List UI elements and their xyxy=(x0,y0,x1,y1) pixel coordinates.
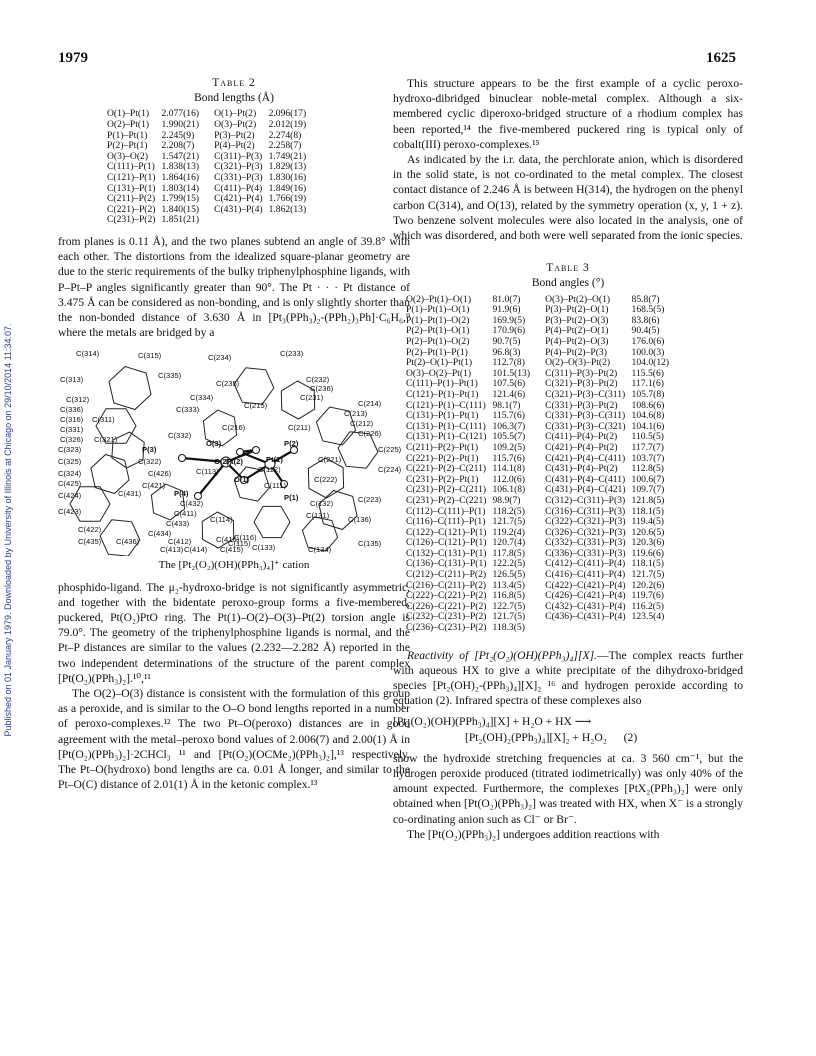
figure-caption: The [Pt₂(O₂)(OH)(PPh₃)₄]⁺ cation xyxy=(158,559,310,572)
table3-bond-cell: C(131)–P(1)–C(121) xyxy=(406,431,487,443)
table3-bond-cell: C(431)–P(4)–C(421) xyxy=(545,484,626,496)
table3-value-cell: 101.5(13) xyxy=(492,367,531,379)
table2-bond-cell: O(3)–O(2) xyxy=(107,150,149,162)
table3-bond-cell: C(231)–P(2)–Pt(1) xyxy=(406,473,479,485)
table3-value-cell: 121.7(5) xyxy=(492,516,526,528)
equation-products: [Pt₂(OH)₂(PPh₃)₄][X]₂ + H₂O₂ xyxy=(465,730,607,744)
table3-value-cell: 106.1(8) xyxy=(492,484,526,496)
atom-label-pt2: Pt(2) xyxy=(226,457,243,467)
atom-label-c413: C(413) xyxy=(160,545,184,555)
table2-value-cell: 1.849(16) xyxy=(268,182,307,194)
table3-bond-cell: O(2)–Pt(1)–O(1) xyxy=(406,293,472,305)
table2 xyxy=(104,109,309,226)
table3-value-cell: 119.4(5) xyxy=(631,516,664,528)
atom-label-c411: C(411) xyxy=(174,509,197,519)
atom-label-c331: C(331) xyxy=(60,425,84,435)
table2-value-cell: 1.803(14) xyxy=(161,182,200,194)
table3-value-cell: 168.5(5) xyxy=(631,304,665,316)
table2-bond-cell: C(131)–P(1) xyxy=(107,182,156,194)
atom-label-c225: C(225) xyxy=(378,445,402,455)
table3-value-cell: 117.1(6) xyxy=(631,378,664,390)
table3-value-cell: 104.6(8) xyxy=(631,410,665,422)
atom-label-c415: C(415) xyxy=(220,545,244,555)
table3-bond-cell: C(311)–P(3)–Pt(2) xyxy=(545,367,618,379)
table3-value-cell: 103.7(7) xyxy=(631,452,665,464)
table3-bond-cell: P(3)–Pt(2)–O(1) xyxy=(545,304,609,316)
reactivity-text: —The complex reacts further with aqueous HX to give a white precipitate of the dihydroxo-bridged species [Pt₂(OH)₂-(PPh₃)₄][X]₂ ¹⁶ and hydrogen peroxide according to equation (2). Infrared spectra of these complexes also xyxy=(393,648,744,708)
download-stamp xyxy=(2,160,14,900)
table3-bond-cell: C(322)–C(321)–P(3) xyxy=(545,516,626,528)
atom-label-c321: C(321) xyxy=(94,435,118,445)
table3-bond-cell: C(422)–C(421)–P(4) xyxy=(545,579,626,591)
table3-value-cell: 98.1(7) xyxy=(492,399,521,411)
table2-bond-cell: C(311)–P(3) xyxy=(214,150,263,162)
atom-label-o2: O(2) xyxy=(214,457,230,467)
atom-label-c436: C(436) xyxy=(116,537,140,547)
table3-bond-cell: C(436)–C(431)–P(4) xyxy=(545,611,626,623)
atom-label-c311: C(311) xyxy=(92,415,115,425)
table3-value-cell: 118.1(5) xyxy=(631,558,664,570)
table2-value-cell: 1.766(19) xyxy=(268,193,307,205)
table2-value-cell: 1.864(16) xyxy=(161,171,200,183)
table3-value-cell: 83.8(6) xyxy=(631,314,660,326)
table3-bond-cell: C(121)–P(1)–Pt(1) xyxy=(406,388,479,400)
table3-bond-cell: C(416)–C(411)–P(4) xyxy=(545,569,626,581)
table3-value-cell: 105.7(8) xyxy=(631,388,665,400)
atom-p3 xyxy=(179,455,186,462)
atom-label-c116: C(116) xyxy=(234,533,257,543)
atom-label-c424: C(424) xyxy=(58,491,82,501)
atom-label-c136: C(136) xyxy=(348,515,372,525)
table3-value-cell: 121.8(5) xyxy=(631,494,665,506)
table3-value-cell: 117.7(7) xyxy=(631,441,664,453)
atom-o3 xyxy=(253,447,260,454)
table3-value-cell: 116.2(5) xyxy=(631,600,664,612)
atom-label-c135: C(135) xyxy=(358,539,382,549)
table3-value-cell: 109.2(5) xyxy=(492,441,526,453)
atom-label-c333: C(333) xyxy=(176,405,200,415)
table2-bond-cell: C(321)–P(3) xyxy=(214,161,263,173)
table3-bond-cell: P(1)–Pt(1)–O(2) xyxy=(406,314,470,326)
table3-value-cell: 110.5(5) xyxy=(631,431,664,443)
table3-row xyxy=(403,443,672,454)
table2-value-cell: 1.838(13) xyxy=(161,161,200,173)
atom-label-c223: C(223) xyxy=(358,495,382,505)
table3-value-cell: 119.6(6) xyxy=(631,547,664,559)
table2-bond-cell xyxy=(211,215,266,226)
table3-bond-cell: C(231)–P(2)–C(221) xyxy=(406,494,487,506)
atom-label-c332: C(332) xyxy=(168,431,192,441)
table3-value-cell: 91.9(6) xyxy=(492,304,521,316)
table3-bond-cell: C(312)–C(311)–P(3) xyxy=(545,494,626,506)
table3-value-cell: 117.8(5) xyxy=(492,547,525,559)
table3-bond-cell: C(412)–C(411)–P(4) xyxy=(545,558,626,570)
reactivity-paragraph xyxy=(393,648,743,709)
atom-label-o3: O(3) xyxy=(206,439,222,449)
table2-row xyxy=(104,215,309,226)
equation-line-1: [Pt₂(O₂)(OH)(PPh₃)₄][X] + H₂O + HX ⟶ xyxy=(393,715,592,729)
atom-label-c216: C(216) xyxy=(222,423,246,433)
table2-bond-cell: C(431)–P(4) xyxy=(214,203,263,215)
atom-label-p4: P(4) xyxy=(174,489,189,499)
table3-bond-cell: C(231)–P(2)–C(211) xyxy=(406,484,487,496)
table3-bond-cell: C(126)–C(121)–P(1) xyxy=(406,537,487,549)
table3-value-cell: 96.8(3) xyxy=(492,346,521,358)
table3-bond-cell: O(3)–Pt(2)–O(1) xyxy=(545,293,611,305)
table3-value-cell: 113.4(5) xyxy=(492,579,525,591)
table3-caption: Table 3 xyxy=(546,262,590,275)
table3-bond-cell: C(321)–P(3)–Pt(2) xyxy=(545,378,618,390)
table3-row xyxy=(403,496,672,507)
table3-bond-cell: C(421)–P(4)–Pt(2) xyxy=(545,441,618,453)
atom-label-c312: C(312) xyxy=(66,395,90,405)
table3-value-cell: 170.9(6) xyxy=(492,325,526,337)
atom-label-c214: C(214) xyxy=(358,399,382,409)
atom-label-c322: C(322) xyxy=(138,457,162,467)
table3-bond-cell: C(326)–C(321)–P(3) xyxy=(545,526,626,538)
table2-value-cell: 1.851(21) xyxy=(161,214,200,226)
ring-133 xyxy=(254,507,290,538)
table2-bond-cell: P(4)–Pt(2) xyxy=(214,140,255,152)
atom-label-c423: C(423) xyxy=(58,507,82,517)
atom-label-c425: C(425) xyxy=(58,479,82,489)
table2-value-cell: 1.799(15) xyxy=(161,193,200,205)
table2-bond-cell: C(421)–P(4) xyxy=(214,193,263,205)
atom-label-p1: P(1) xyxy=(284,493,299,503)
atom-label-c315: C(315) xyxy=(138,351,162,361)
table3-bond-cell: C(332)–C(331)–P(3) xyxy=(545,537,626,549)
table2-bond-cell: P(1)–Pt(1) xyxy=(107,129,148,141)
table3-value-cell: 107.5(6) xyxy=(492,378,526,390)
ring-234 xyxy=(234,368,274,404)
table3-bond-cell: P(1)–Pt(1)–O(1) xyxy=(406,304,470,316)
table3-bond-cell: P(4)–Pt(2)–O(1) xyxy=(545,325,609,337)
atom-label-c412: C(412) xyxy=(168,537,192,547)
atom-label-c433: C(433) xyxy=(166,519,190,529)
atom-label-c313: C(313) xyxy=(60,375,84,385)
atom-label-c324: C(324) xyxy=(58,469,82,479)
table3-bond-cell: C(421)–P(4)–C(411) xyxy=(545,452,626,464)
table3-value-cell: 119.7(6) xyxy=(631,590,664,602)
table3-bond-cell: C(232)–C(231)–P(2) xyxy=(406,611,487,623)
atom-label-p2: P(2) xyxy=(284,439,299,449)
table3-bond-cell: C(226)–C(221)–P(2) xyxy=(406,600,487,612)
table3-row xyxy=(403,390,672,401)
table2-value-cell xyxy=(266,215,310,226)
table3-bond-cell: C(431)–P(4)–Pt(2) xyxy=(545,463,618,475)
atom-label-c335: C(335) xyxy=(158,371,182,381)
atom-label-c422: C(422) xyxy=(78,525,102,535)
atom-label-c435: C(435) xyxy=(78,537,102,547)
table3-value-cell: 105.5(7) xyxy=(492,431,526,443)
table3-value-cell: 120.2(6) xyxy=(631,579,665,591)
table2-bond-cell: C(331)–P(3) xyxy=(214,171,263,183)
right-paragraph-3: show the hydroxide stretching frequencies at ca. 3 560 cm⁻¹, but the hydrogen peroxide produced (titrated iodimetrically) was only 40% of the amount expected. Furthermore, the complexes [PtX₂(PPh₃)₂] were only obtained when [Pt(O₂)(PPh₃)₂] was treated with HX, when X⁻ is a strongly co-ordinating anion such as Cl⁻ or Br⁻. xyxy=(393,751,743,826)
atom-label-c334: C(334) xyxy=(190,393,214,403)
cation-structure-diagram xyxy=(58,346,410,556)
atom-o2 xyxy=(237,449,244,456)
table3-value-cell: 116.8(5) xyxy=(492,590,525,602)
table3-value-cell: 169.9(5) xyxy=(492,314,526,326)
table2-bond-cell: O(1)–Pt(1) xyxy=(107,108,150,120)
table3-bond-cell: C(331)–P(3)–Pt(2) xyxy=(545,399,618,411)
atom-label-c235: C(235) xyxy=(216,379,240,389)
atom-label-c232: C(232) xyxy=(306,375,330,385)
table2-bond-cell: P(3)–Pt(2) xyxy=(214,129,255,141)
atom-label-c134: C(134) xyxy=(308,545,332,555)
atom-label-c426: C(426) xyxy=(148,469,172,479)
atom-label-c211: C(211) xyxy=(288,423,311,433)
table3-value-cell: 81.0(7) xyxy=(492,293,521,305)
table3-bond-cell: C(221)–P(2)–C(211) xyxy=(406,463,487,475)
table2-value-cell: 1.749(21) xyxy=(268,150,307,162)
table3-value-cell: 106.3(7) xyxy=(492,420,526,432)
table2-bond-cell: C(121)–P(1) xyxy=(107,171,156,183)
table3-bond-cell: C(131)–P(1)–Pt(1) xyxy=(406,410,479,422)
equation-2 xyxy=(393,714,743,744)
left-paragraph-2: phosphido-ligand. The μ₂-hydroxo-bridge is not significantly asymmetric, and together with the bidentate peroxo-group forms a five-membered, puckered, Pt(O₂)PtO ring. The Pt(1)–O(2)–O(3)–Pt(2) torsion angle is 79.0°. The geometry of the triphenylphosphine ligands is normal, and the Pt–P distances are similar to the values (2.232—2.282 Å) reported in the two independent determinations of the structure of the parent complex [Pt(O₂)(PPh₃)₂].¹⁰,¹¹ xyxy=(58,580,410,685)
table3-bond-cell: C(212)–C(211)–P(2) xyxy=(406,569,487,581)
atom-label-c233: C(233) xyxy=(280,349,304,359)
table2-value-cell: 2.258(7) xyxy=(268,140,302,152)
atom-label-c113: C(113) xyxy=(196,467,219,477)
table2-subtitle: Bond lengths (Å) xyxy=(194,92,274,105)
table3-bond-cell: C(336)–C(331)–P(3) xyxy=(545,547,626,559)
table3-bond-cell: Pt(2)–O(1)–Pt(1) xyxy=(406,357,473,369)
table3-value-cell: 85.8(7) xyxy=(631,293,660,305)
table2-value-cell: 1.862(13) xyxy=(268,203,307,215)
table2-bond-cell: C(221)–P(2) xyxy=(107,203,156,215)
atom-label-c434: C(434) xyxy=(148,529,172,539)
table2-bond-cell: O(1)–Pt(2) xyxy=(214,108,257,120)
table3-value-cell: 104.0(12) xyxy=(631,357,670,369)
atom-label-c131: C(131) xyxy=(306,511,330,521)
table3-value-cell: 120.6(5) xyxy=(631,526,665,538)
table3-value-cell: 121.7(5) xyxy=(492,611,526,623)
table2-value-cell: 2.245(9) xyxy=(161,129,195,141)
table3-row xyxy=(403,623,672,634)
table3-bond-cell: O(2)–O(3)–Pt(2) xyxy=(545,357,611,369)
atom-label-c414: C(414) xyxy=(184,545,208,555)
atom-label-c431: C(431) xyxy=(118,489,142,499)
table3-value-cell: 114.1(8) xyxy=(492,463,525,475)
table2-row xyxy=(104,173,309,184)
table3-value-cell: 123.5(4) xyxy=(631,611,665,623)
atom-label-c316: C(316) xyxy=(60,415,84,425)
table2-value-cell: 1.990(21) xyxy=(161,119,200,130)
table2-value-cell: 1.829(13) xyxy=(268,161,307,173)
table3-value-cell: 121.7(5) xyxy=(631,569,665,581)
table3-value-cell: 118.3(5) xyxy=(492,622,525,634)
table3-value-cell: 112.0(6) xyxy=(492,473,525,485)
atom-label-c212: C(212) xyxy=(350,419,374,429)
table3-value-cell: 121.4(6) xyxy=(492,388,526,400)
right-paragraph-4: The [Pt(O₂)(PPh₃)₂] undergoes addition reactions with xyxy=(407,827,660,841)
table3-bond-cell: C(411)–P(4)–Pt(2) xyxy=(545,431,618,443)
left-paragraph-1: from planes is 0.11 Å), and the two planes subtend an angle of 39.8° with each other. The distortions from the idealized square-planar geometry are due to the steric requirements of the bulky triphenylphosphine ligands, with P–Pt–P angles significantly greater than 90°. The Pt · · · Pt distance of 3.475 Å can be considered as non-bonding, and is only slightly shorter than the non-bonded distance of 3.630 Å in [Pt₃(PPh₃)₂-(PPh₂)₃Ph]·C₆H₆,⁹ where the metals are bridged by a xyxy=(58,234,410,340)
atom-label-c234: C(234) xyxy=(208,353,232,363)
table3-value-cell: 122.7(5) xyxy=(492,600,526,612)
atom-label-c115: C(115) xyxy=(228,539,251,549)
table3 xyxy=(403,295,672,634)
table3-value-cell: 115.7(6) xyxy=(492,452,525,464)
left-paragraph-3: The O(2)–O(3) distance is consistent with the formulation of this group as a peroxide, and is similar to the O–O bond lengths reported in a number of peroxo-complexes.¹² The two Pt–O(peroxo) distances are in good agreement with the metal–peroxo bond values of 2.006(7) and 2.00(1) Å in [Pt(O₂)(PPh₃)₂]·2CHCl₃ ¹¹ and [Pt(O₂)(OCMe₂)(PPh₃)₂],¹³ respectively. The Pt–O(hydroxo) bond lengths are ca. 0.01 Å longer, and similar to the Pt–O(C) distance of 2.01(1) Å in the ketonic complex.¹³ xyxy=(58,686,410,792)
table2-value-cell: 2.208(7) xyxy=(161,140,195,152)
atom-label-c416: C(416) xyxy=(216,535,240,545)
table3-bond-cell: P(2)–Pt(1)–P(1) xyxy=(406,346,468,358)
right-column xyxy=(393,76,743,842)
table3-value-cell xyxy=(629,623,673,634)
atom-label-c224: C(224) xyxy=(378,465,402,475)
table2-row xyxy=(104,120,309,131)
atom-label-c221: C(221) xyxy=(318,455,342,465)
atom-label-pt1: Pt(1) xyxy=(266,455,283,465)
table3-value-cell: 98.9(7) xyxy=(492,494,521,506)
atom-label-c231: C(231) xyxy=(300,393,324,403)
table3-value-cell: 109.7(7) xyxy=(631,484,665,496)
table3-bond-cell: C(222)–C(221)–P(2) xyxy=(406,590,487,602)
atom-label-c421: C(421) xyxy=(142,481,166,491)
atom-label-c226: C(226) xyxy=(358,429,382,439)
table3-bond-cell: C(331)–P(3)–C(321) xyxy=(545,420,626,432)
atom-label-p3: P(3) xyxy=(142,445,157,455)
table3-value-cell: 112.7(8) xyxy=(492,357,525,369)
atom-label-c112: C(112) xyxy=(258,465,281,475)
atom-label-c133: C(133) xyxy=(252,543,276,553)
atom-label-c326: C(326) xyxy=(60,435,84,445)
atom-label-c325: C(325) xyxy=(58,457,82,467)
table3-value-cell: 120.7(4) xyxy=(492,537,526,549)
table3-value-cell: 115.5(6) xyxy=(631,367,664,379)
table2-value-cell: 1.547(21) xyxy=(161,150,200,162)
table2-value-cell: 1.840(15) xyxy=(161,203,200,215)
atom-label-c323: C(323) xyxy=(58,445,82,455)
table2-value-cell: 2.274(8) xyxy=(268,129,302,141)
table2-bond-cell: C(211)–P(2) xyxy=(107,193,156,205)
table3-value-cell: 119.2(4) xyxy=(492,526,525,538)
table2-caption: Table 2 xyxy=(212,77,256,89)
table3-bond-cell: C(122)–C(121)–P(1) xyxy=(406,526,487,538)
table3-value-cell: 90.7(5) xyxy=(492,336,521,348)
table3-bond-cell xyxy=(542,623,628,634)
atom-label-c222: C(222) xyxy=(314,475,338,485)
right-paragraph-1: This structure appears to be the first example of a cyclic peroxo-hydroxo-dibridged binuclear noble-metal complex. Although a six-membered cyclic diperoxo-bridged structure of a rhodium complex has been reported,¹⁴ the five-membered puckered ring is typical only of cobalt(III) peroxo-complexes.¹⁵ xyxy=(393,77,743,151)
table2-value-cell: 1.830(16) xyxy=(268,171,307,183)
atom-label-c114: C(114) xyxy=(210,515,233,525)
cation-structure-figure xyxy=(58,346,410,556)
atom-label-c236: C(236) xyxy=(310,384,334,394)
table2-value-cell: 2.012(19) xyxy=(268,119,307,130)
table3-bond-cell: C(221)–P(2)–Pt(1) xyxy=(406,452,479,464)
table3-bond-cell: C(426)–C(421)–P(4) xyxy=(545,590,626,602)
table3-value-cell: 176.0(6) xyxy=(631,336,665,348)
atom-label-c111: C(111) xyxy=(264,481,287,491)
table3-value-cell: 126.5(5) xyxy=(492,569,526,581)
table3-value-cell: 120.3(6) xyxy=(631,537,665,549)
table3-bond-cell: C(431)–P(4)–C(411) xyxy=(545,473,626,485)
atom-label-c314: C(314) xyxy=(76,349,100,359)
table3-bond-cell: C(116)–C(111)–P(1) xyxy=(406,516,486,528)
table3-bond-cell: C(121)–P(1)–C(111) xyxy=(406,399,486,411)
table3-value-cell: 90.4(5) xyxy=(631,325,660,337)
atom-label-c336: C(336) xyxy=(60,405,84,415)
table3-bond-cell: C(316)–C(311)–P(3) xyxy=(545,505,626,517)
table3-bond-cell: C(236)–C(231)–P(2) xyxy=(406,622,487,634)
table3-bond-cell: C(132)–C(131)–P(1) xyxy=(406,547,487,559)
table3-bond-cell: C(211)–P(2)–Pt(1) xyxy=(406,441,479,453)
ring-314 xyxy=(109,367,151,410)
table3-bond-cell: C(216)–C(211)–P(2) xyxy=(406,579,487,591)
table2-value-cell: 2.096(17) xyxy=(268,108,307,120)
table3-bond-cell: C(136)–C(131)–P(1) xyxy=(406,558,487,570)
table3-bond-cell: C(111)–P(1)–Pt(1) xyxy=(406,378,478,390)
table3-bond-cell: P(3)–Pt(2)–O(3) xyxy=(545,314,609,326)
table3-bond-cell: P(4)–Pt(2)–P(3) xyxy=(545,346,607,358)
equation-line-2 xyxy=(393,730,743,745)
table3-value-cell: 115.7(6) xyxy=(492,410,525,422)
table3-bond-cell: P(2)–Pt(1)–O(2) xyxy=(406,336,470,348)
reactivity-heading: Reactivity of [Pt₂(O₂)(OH)(PPh₃)₄][X]. xyxy=(407,648,597,662)
table3-value-cell: 100.0(3) xyxy=(631,346,665,358)
table3-value-cell: 112.8(5) xyxy=(631,463,664,475)
table3-bond-cell: C(432)–C(431)–P(4) xyxy=(545,600,626,612)
left-column xyxy=(58,76,410,792)
atom-label-c432: C(432) xyxy=(180,499,204,509)
table3-bond-cell: O(3)–O(2)–Pt(1) xyxy=(406,367,472,379)
atom-label-c132: C(132) xyxy=(310,499,334,509)
table2-bond-cell: O(3)–Pt(2) xyxy=(214,119,257,130)
table3-value-cell: 100.6(7) xyxy=(631,473,665,485)
table3-value-cell: 118.2(5) xyxy=(492,505,525,517)
download-stamp-text: Published on 01 January 1979. Downloaded by University of Illinois at Chicago on 29/10/2014 11:34:07. xyxy=(3,323,13,737)
table2-bond-cell: O(2)–Pt(1) xyxy=(107,119,150,130)
table3-bond-cell: C(331)–P(3)–C(311) xyxy=(545,410,626,422)
table2-value-cell: 2.077(16) xyxy=(161,108,200,120)
ring-326 xyxy=(91,455,129,494)
table3-bond-cell: C(131)–P(1)–C(111) xyxy=(406,420,486,432)
table3-bond-cell: P(4)–Pt(2)–O(3) xyxy=(545,336,609,348)
table2-bond-cell: C(111)–P(1) xyxy=(107,161,155,173)
right-paragraph-2: As indicated by the i.r. data, the perchlorate anion, which is disordered in the solid state, is not co-ordinated to the metal complex. The closest contact distance of 2.246 Å is between H(314), the hydrogen on the phenyl carbon C(314), and O(13), related by the symmetry operation (x, y, 1 + z). Two benzene solvent molecules were also located in the analysis, one of which was disordered, and both were well separated from the ionic species. xyxy=(393,153,743,243)
table3-bond-cell: P(2)–Pt(1)–O(1) xyxy=(406,325,470,337)
equation-number: (2) xyxy=(623,730,638,744)
atom-label-c213: C(213) xyxy=(344,409,368,419)
table3-value-cell: 104.1(6) xyxy=(631,420,665,432)
table2-bond-cell: C(411)–P(4) xyxy=(214,182,263,194)
table3-subtitle: Bond angles (°) xyxy=(531,277,605,290)
atom-label-o1: O(1) xyxy=(234,475,250,485)
table2-bond-cell: P(2)–Pt(1) xyxy=(107,140,148,152)
table3-value-cell: 122.2(5) xyxy=(492,558,526,570)
table3-value-cell: 108.6(6) xyxy=(631,399,665,411)
atom-label-c215: C(215) xyxy=(244,401,268,411)
table3-bond-cell: C(112)–C(111)–P(1) xyxy=(406,505,486,517)
table3-value-cell: 118.1(5) xyxy=(631,505,664,517)
table3-bond-cell: C(321)–P(3)–C(311) xyxy=(545,388,626,400)
header-page-number: 1625 xyxy=(706,50,736,66)
header-year: 1979 xyxy=(58,50,88,66)
table2-bond-cell: C(231)–P(2) xyxy=(107,214,156,226)
